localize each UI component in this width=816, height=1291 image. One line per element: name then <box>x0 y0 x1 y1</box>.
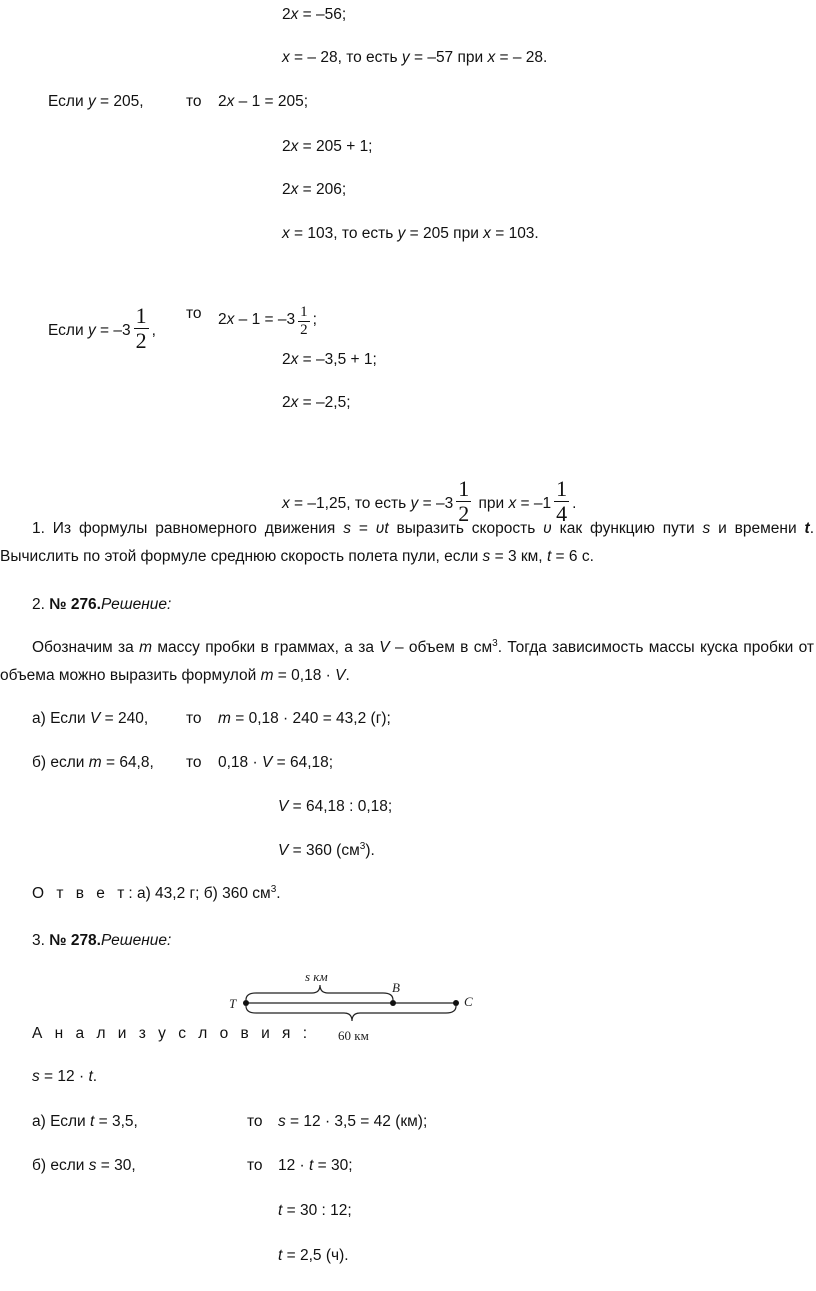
text-run: А н а л и з у с л о в и я : <box>32 1025 312 1042</box>
math-variable: t <box>278 1202 283 1219</box>
text-run: = –56; <box>298 6 347 23</box>
math-variable: s <box>278 1113 286 1130</box>
math-variable: y <box>87 93 96 110</box>
text-run: = 64,18; <box>272 754 334 771</box>
math-variable: t <box>90 1113 95 1130</box>
math-variable: x <box>282 495 290 512</box>
math-variable: m <box>260 667 274 684</box>
equation-line <box>278 1156 353 1176</box>
math-variable: x <box>290 394 299 411</box>
equation-line <box>278 1246 349 1266</box>
text-run: : а) 43,2 г; б) 360 см <box>128 885 271 902</box>
text-run: при <box>474 495 509 512</box>
math-variable: x <box>226 311 235 328</box>
text-run: 2 <box>218 311 227 328</box>
fraction-denominator: 2 <box>458 501 470 526</box>
text-run: = 0,18 · <box>273 667 336 684</box>
text-run: – объем в см <box>389 639 493 656</box>
text-run: = 360 (см <box>288 842 360 859</box>
text-run: № 276. <box>49 596 101 613</box>
math-variable: Решение: <box>101 932 172 949</box>
text-run: 2 <box>282 138 291 155</box>
condition-text <box>32 1112 138 1132</box>
text-run: ; <box>312 311 317 328</box>
text-run: = 6 с. <box>551 548 594 565</box>
text-run: = 0,18 · 240 = 43,2 (г); <box>230 710 391 727</box>
math-variable: t <box>546 548 552 565</box>
point-t-dot <box>243 1000 249 1006</box>
text-run: = –3 <box>418 495 454 512</box>
text-run: . Тогда зависимость массы куска пробки от объема можно выразить формулой <box>0 639 814 684</box>
math-variable: y <box>87 322 96 339</box>
text-run: = 206; <box>298 181 347 198</box>
math-variable: V <box>278 798 289 815</box>
text-run: . <box>276 885 281 902</box>
text-run: выразить скорость <box>388 520 544 537</box>
equation-line <box>32 1067 97 1087</box>
then-word <box>247 1156 263 1176</box>
text-run: = –3,5 + 1; <box>298 351 377 368</box>
text-run: Обозначим за <box>32 639 140 656</box>
text-run: = 30, <box>96 1157 136 1174</box>
fraction-numerator: 1 <box>300 304 308 320</box>
math-variable: t <box>309 1157 314 1174</box>
label-distance-total: 60 км <box>338 1028 369 1043</box>
text-run: и времени <box>710 520 805 537</box>
text-run: 2 <box>282 181 291 198</box>
math-variable: x <box>226 93 235 110</box>
math-variable: m <box>218 710 231 727</box>
text-run: № 278. <box>49 932 101 949</box>
text-run: = 12 · <box>39 1068 89 1085</box>
text-run: Если <box>48 322 88 339</box>
text-run: массу пробки в граммах, а за <box>152 639 380 656</box>
math-variable: x <box>290 6 299 23</box>
math-variable: x <box>290 138 299 155</box>
text-run: = –3 <box>95 322 131 339</box>
math-variable: s <box>88 1157 97 1174</box>
math-variable: x <box>290 351 299 368</box>
math-variable: t <box>88 1068 93 1085</box>
text-run: = –1,25, то есть <box>289 495 411 512</box>
point-b-dot <box>390 1000 396 1006</box>
text-run: = – 28. <box>495 49 548 66</box>
label-point-b: B <box>392 980 400 995</box>
point-c-dot <box>453 1000 459 1006</box>
text-run: = 12 · 3,5 = 42 (км); <box>285 1113 428 1130</box>
math-variable: y <box>410 495 419 512</box>
text-run: = –57 при <box>409 49 488 66</box>
fraction-numerator: 1 <box>556 476 568 501</box>
text-run: то <box>186 710 202 727</box>
text-run: то <box>186 305 202 322</box>
math-variable: x <box>487 49 496 66</box>
math-variable: V <box>90 710 101 727</box>
superscript: 3 <box>492 637 498 649</box>
text-run: = 103, то есть <box>289 225 398 242</box>
text-run: 2 <box>218 93 227 110</box>
math-variable: υ <box>543 520 552 537</box>
math-variable: y <box>397 225 406 242</box>
math-variable: y <box>401 49 410 66</box>
text-run: = 30; <box>313 1157 353 1174</box>
math-variable: V <box>278 842 289 859</box>
math-variable: s <box>702 520 711 537</box>
math-variable: V <box>335 667 346 684</box>
math-variable: V <box>379 639 390 656</box>
text-run: = 240, <box>100 710 149 727</box>
text-run: – 1 = –3 <box>234 311 296 328</box>
superscript: 3 <box>359 840 366 852</box>
math-variable: x <box>282 225 290 242</box>
text-run: Если <box>48 93 88 110</box>
text-run: 0,18 · <box>218 754 262 771</box>
text-run: 1. Из формулы равномерного движения <box>32 520 344 537</box>
label-point-t: T <box>229 996 237 1011</box>
fraction-denominator: 2 <box>300 322 308 338</box>
text-run: б) если <box>32 1157 89 1174</box>
math-variable: Решение: <box>101 596 172 613</box>
text-run: , <box>151 322 156 339</box>
text-run: О т в е т <box>32 885 129 902</box>
text-run: = 64,8, <box>101 754 154 771</box>
label-point-c: C <box>464 994 473 1009</box>
text-run: а) Если <box>32 710 91 727</box>
text-run: = 103. <box>490 225 539 242</box>
text-run: t <box>804 520 810 537</box>
text-run: 2. <box>32 596 50 613</box>
text-run: = 2,5 (ч). <box>282 1247 349 1264</box>
text-run: = 64,18 : 0,18; <box>288 798 393 815</box>
text-run: = –1 <box>516 495 552 512</box>
math-variable: s <box>343 520 351 537</box>
math-variable: x <box>508 495 517 512</box>
text-run: . <box>572 495 577 512</box>
text-run: . <box>345 667 350 684</box>
text-run: = <box>350 520 376 537</box>
text-run: = – 28, то есть <box>289 49 402 66</box>
math-variable: s <box>32 1068 40 1085</box>
text-run: то <box>247 1113 263 1130</box>
text-run: 2 <box>282 351 291 368</box>
text-run: = 205 + 1; <box>298 138 373 155</box>
fraction-numerator: 1 <box>135 303 147 328</box>
text-run: = 3,5, <box>94 1113 138 1130</box>
math-variable: s <box>482 548 491 565</box>
math-variable: υt <box>375 520 389 537</box>
math-variable: t <box>278 1247 283 1264</box>
text-run: = 205 при <box>405 225 484 242</box>
text-run: ). <box>365 842 375 859</box>
math-variable: V <box>261 754 273 771</box>
text-run: 2 <box>282 394 291 411</box>
brace-bottom <box>246 1006 456 1021</box>
math-variable: x <box>282 49 290 66</box>
text-run: 3. <box>32 932 50 949</box>
text-run: а) Если <box>32 1113 91 1130</box>
math-variable: m <box>139 639 153 656</box>
text-run: то <box>247 1157 263 1174</box>
text-run: 2 <box>282 6 291 23</box>
text-run: – 1 = 205; <box>234 93 309 110</box>
text-run: то <box>186 754 202 771</box>
text-run: 12 · <box>278 1157 310 1174</box>
analysis-heading <box>32 1024 311 1044</box>
text-run: = 3 км, <box>490 548 547 565</box>
label-distance-s: s км <box>305 969 328 984</box>
text-run: = 205, <box>95 93 144 110</box>
condition-text <box>32 1156 136 1176</box>
then-word <box>247 1112 263 1132</box>
text-run: . <box>92 1068 98 1085</box>
math-variable: x <box>483 225 491 242</box>
equation-line <box>278 1201 352 1221</box>
fraction-denominator: 2 <box>135 328 147 353</box>
fraction-denominator: 4 <box>556 501 568 526</box>
text-run: то <box>186 93 202 110</box>
brace-top <box>246 985 393 1000</box>
equation-line <box>278 1112 427 1132</box>
text-run: = –2,5; <box>298 394 351 411</box>
math-variable: m <box>88 754 102 771</box>
text-run: = 30 : 12; <box>282 1202 352 1219</box>
superscript: 3 <box>270 883 277 895</box>
math-variable: x <box>290 181 299 198</box>
text-run: . Вычислить по этой формуле среднюю скорость полета пули, если <box>0 520 815 565</box>
text-run: как функцию пути <box>551 520 703 537</box>
fraction-numerator: 1 <box>458 476 470 501</box>
text-run: б) если <box>32 754 89 771</box>
